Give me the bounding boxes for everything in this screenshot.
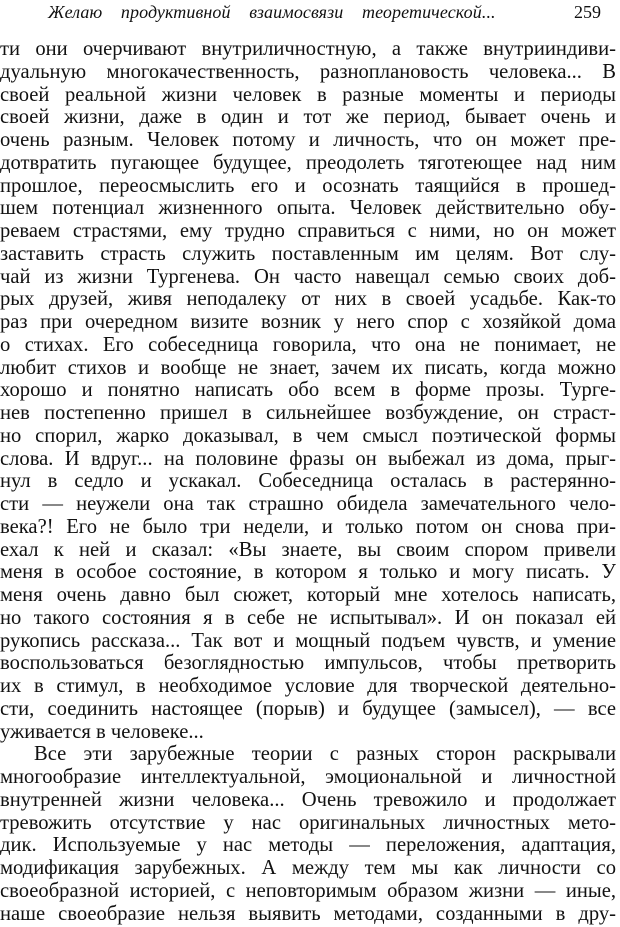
text-line: нев постепенно пришел в сильнейшее возбуждение, он страст- — [0, 402, 616, 424]
text-line: рукопись рассказа... Так вот и мощный подъем чувств, и умение — [0, 629, 616, 652]
text-line: воспользоваться безоглядностью импульсов, чтобы претворить — [0, 652, 616, 675]
text-line: любит стихов и вообще не знает, зачем их писать, когда можно — [0, 356, 616, 379]
text-line: слова. И вдруг... на половине фразы он выбежал из дома, прыг- — [0, 447, 616, 470]
text-line: дотвратить пугающее будущее, преодолеть тяготеющее над ним — [0, 151, 616, 174]
text-line: заставить страсть служить поставленным им целям. Вот слу- — [0, 242, 616, 265]
body-text — [0, 38, 616, 925]
text-line: наше своеобразие нельзя выявить методами, созданными в дру- — [0, 902, 616, 925]
text-line: хорошо и понятно написать обо всем в форме прозы. Турге- — [0, 379, 616, 402]
text-line: внутренней жизни человека... Очень тревожило и продолжает — [0, 788, 616, 811]
text-line: Все эти зарубежные теории с разных сторон раскрывали — [34, 743, 616, 766]
text-line: тревожить отсутствие у нас оригинальных личностных мето- — [0, 811, 616, 834]
text-line: рых друзей, живя неподалеку от них в своей усадьбе. Как-то — [0, 288, 616, 311]
text-line: ехал к ней и сказал: «Вы знаете, вы своим спором привели — [0, 538, 616, 561]
text-line: о стихах. Его собеседница говорила, что она не понимает, не — [0, 333, 616, 356]
text-line: сти — неужели она так страшно обидела замечательного чело- — [0, 493, 616, 515]
text-line: модификация зарубежных. А между тем мы как личности со — [0, 857, 616, 879]
text-line: меня очень давно был сюжет, который мне хотелось написать, — [0, 584, 616, 606]
text-line: нул в седло и ускакал. Собеседница осталась в растерянно- — [0, 470, 616, 493]
text-line: своеобразной историей, с неповторимым образом жизни — иные, — [0, 879, 616, 902]
text-line: уживается в человеке... — [0, 720, 204, 743]
text-line: меня в особое состояние, в котором я только и могу писать. У — [0, 561, 616, 584]
text-line: многообразие интеллектуальной, эмоциональной и личностной — [0, 766, 616, 788]
paragraph — [0, 743, 616, 925]
text-line: шем потенциал жизненного опыта. Человек действительно обу- — [0, 197, 616, 220]
text-line: дуальную многокачественность, разноплановость человека... В — [0, 60, 616, 83]
text-line: прошлое, переосмыслить его и осознать таящийся в прошед- — [0, 174, 616, 197]
text-line: их в стимул, в необходимое условие для творческой деятельно- — [0, 675, 616, 697]
text-line: своей жизни, даже в один и тот же период, бывает очень и — [0, 106, 616, 129]
page-number: 259 — [574, 2, 601, 22]
text-line: чай из жизни Тургенева. Он часто навещал семью своих доб- — [0, 265, 616, 288]
text-line: дик. Используемые у нас методы — переложения, адаптация, — [0, 834, 616, 857]
text-line: века?! Его не было три недели, и только потом он снова при- — [0, 515, 616, 538]
paragraph — [0, 38, 616, 743]
text-line: реваем страстями, ему трудно справиться с ними, но он может — [0, 220, 616, 242]
text-line: своей реальной жизни человек в разные моменты и периоды — [0, 83, 616, 106]
running-title: Желаю продуктивной взаимосвязи теоретической... — [48, 2, 496, 22]
text-line: но спорил, жарко доказывал, в чем смысл поэтической формы — [0, 424, 616, 447]
text-line: ти они очерчивают внутриличностную, а также внутрииндиви- — [0, 38, 616, 60]
text-line: но такого состояния я в себе не испытывал». И он показал ей — [0, 606, 616, 629]
text-line: раз при очередном визите возник у него спор с хозяйкой дома — [0, 311, 616, 333]
text-line: очень разным. Человек потому и личность, что он может пре- — [0, 129, 616, 151]
text-line: сти, соединить настоящее (порыв) и будущее (замысел), — все — [0, 697, 616, 720]
